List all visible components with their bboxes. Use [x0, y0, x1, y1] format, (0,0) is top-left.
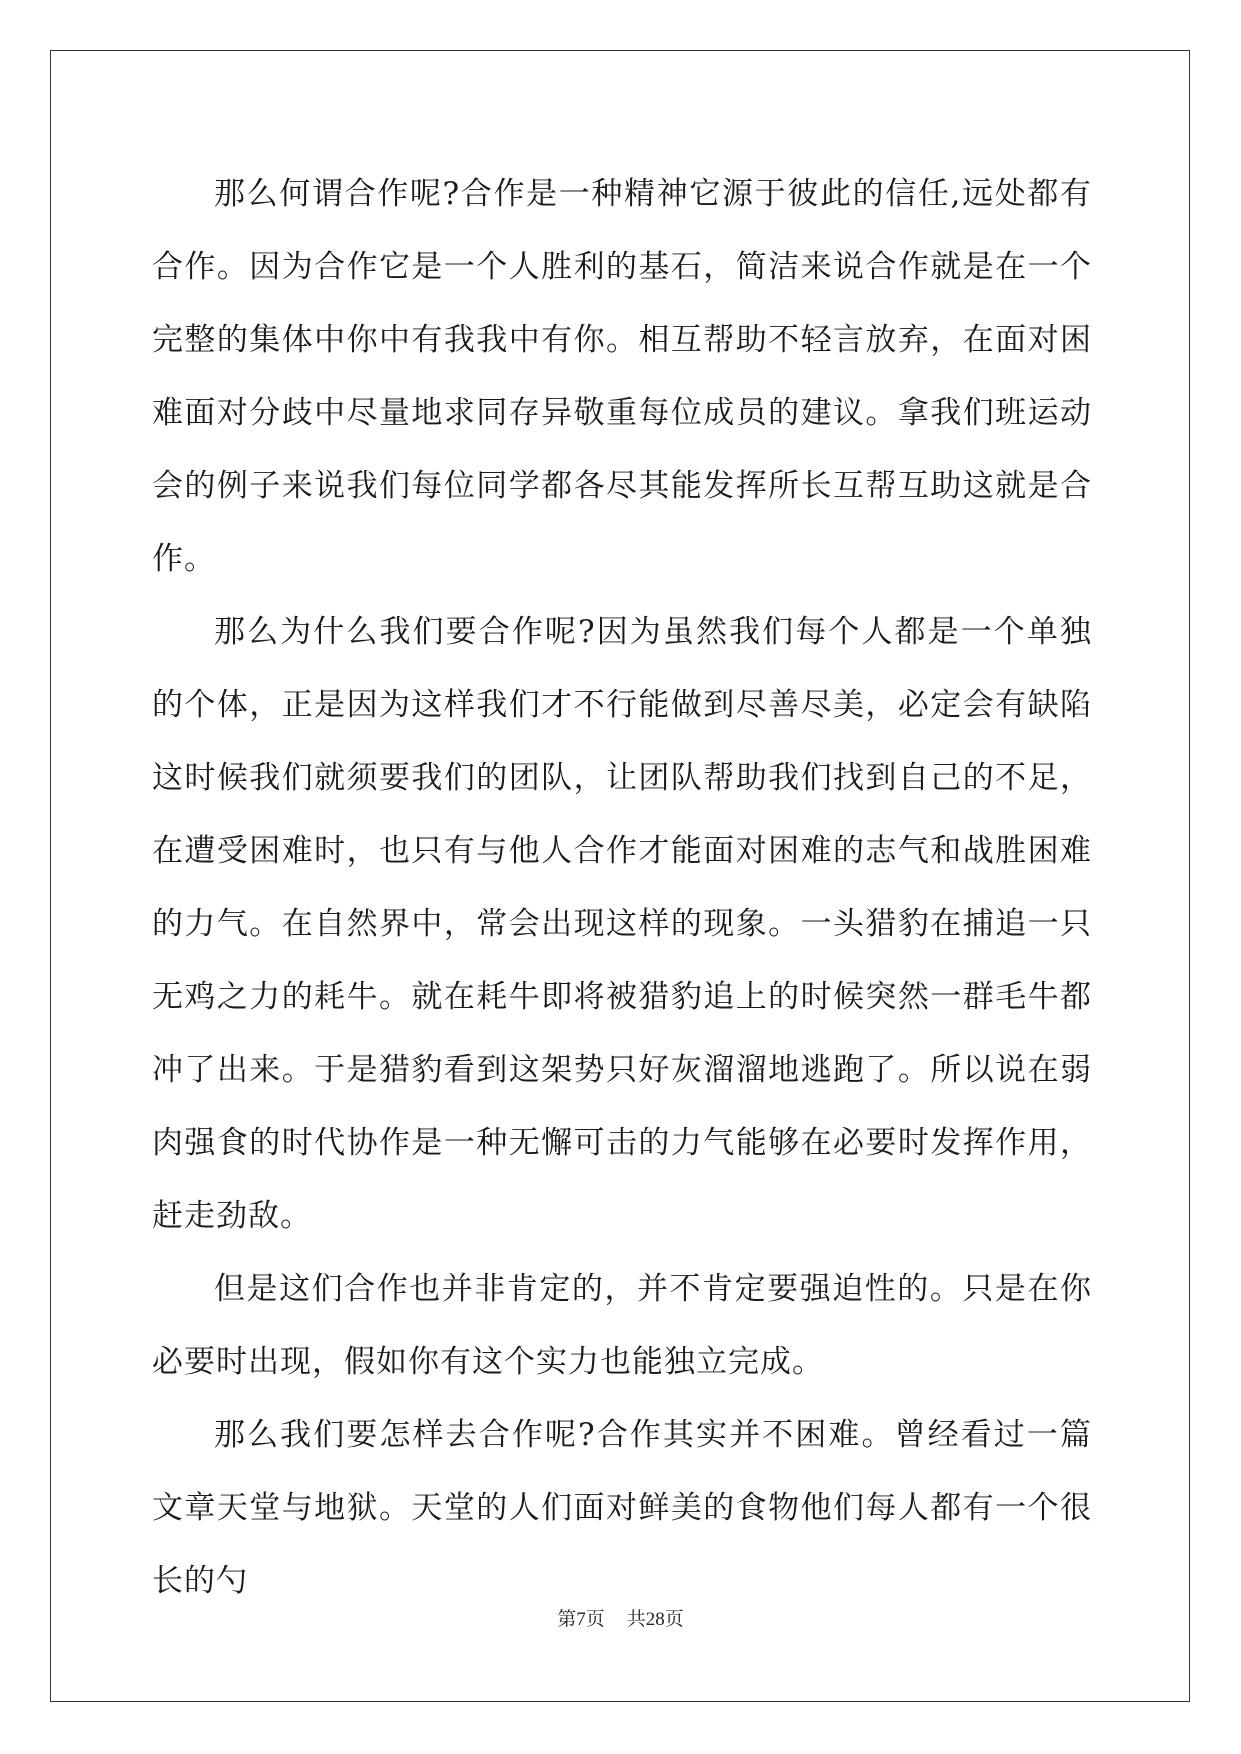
paragraph-2: 那么为什么我们要合作呢?因为虽然我们每个人都是一个单独的个体，正是因为这样我们才不行能做到尽善尽美，必定会有缺陷这时候我们就须要我们的团队，让团队帮助我们找到自己的不足，在遭受困难时，也只有与他人合作才能面对困难的志气和战胜困难的力气。在自然界中，常会出现这样的现象。一头猎豹在捕追一只无鸡之力的耗牛。就在耗牛即将被猎豹追上的时候突然一群毛牛都冲了出来。于是猎豹看到这架势只好灰溜溜地逃跑了。所以说在弱肉强食的时代协作是一种无懈可击的力气能够在必要时发挥作用，赶走劲敌。 — [152, 614, 1092, 1234]
paragraph-3: 但是这们合作也并非肯定的，并不肯定要强迫性的。只是在你必要时出现，假如你有这个实力也能独立完成。 — [152, 1271, 1092, 1380]
paragraph-1: 那么何谓合作呢?合作是一种精神它源于彼此的信任,远处都有合作。因为合作它是一个人胜利的基石，简洁来说合作就是在一个完整的集体中你中有我我中有你。相互帮助不轻言放弃，在面对困难面对分歧中尽量地求同存异敬重每位成员的建议。拿我们班运动会的例子来说我们每位同学都各尽其能发挥所长互帮互助这就是合作。 — [152, 176, 1092, 577]
page-total: 共28页 — [626, 1609, 684, 1630]
paragraph-4: 那么我们要怎样去合作呢?合作其实并不困难。曾经看过一篇文章天堂与地狱。天堂的人们面对鲜美的食物他们每人都有一个很长的勺 — [152, 1417, 1092, 1599]
page-footer — [0, 1604, 1241, 1631]
document-body — [152, 158, 1092, 1618]
page-number: 第7页 — [557, 1609, 605, 1630]
